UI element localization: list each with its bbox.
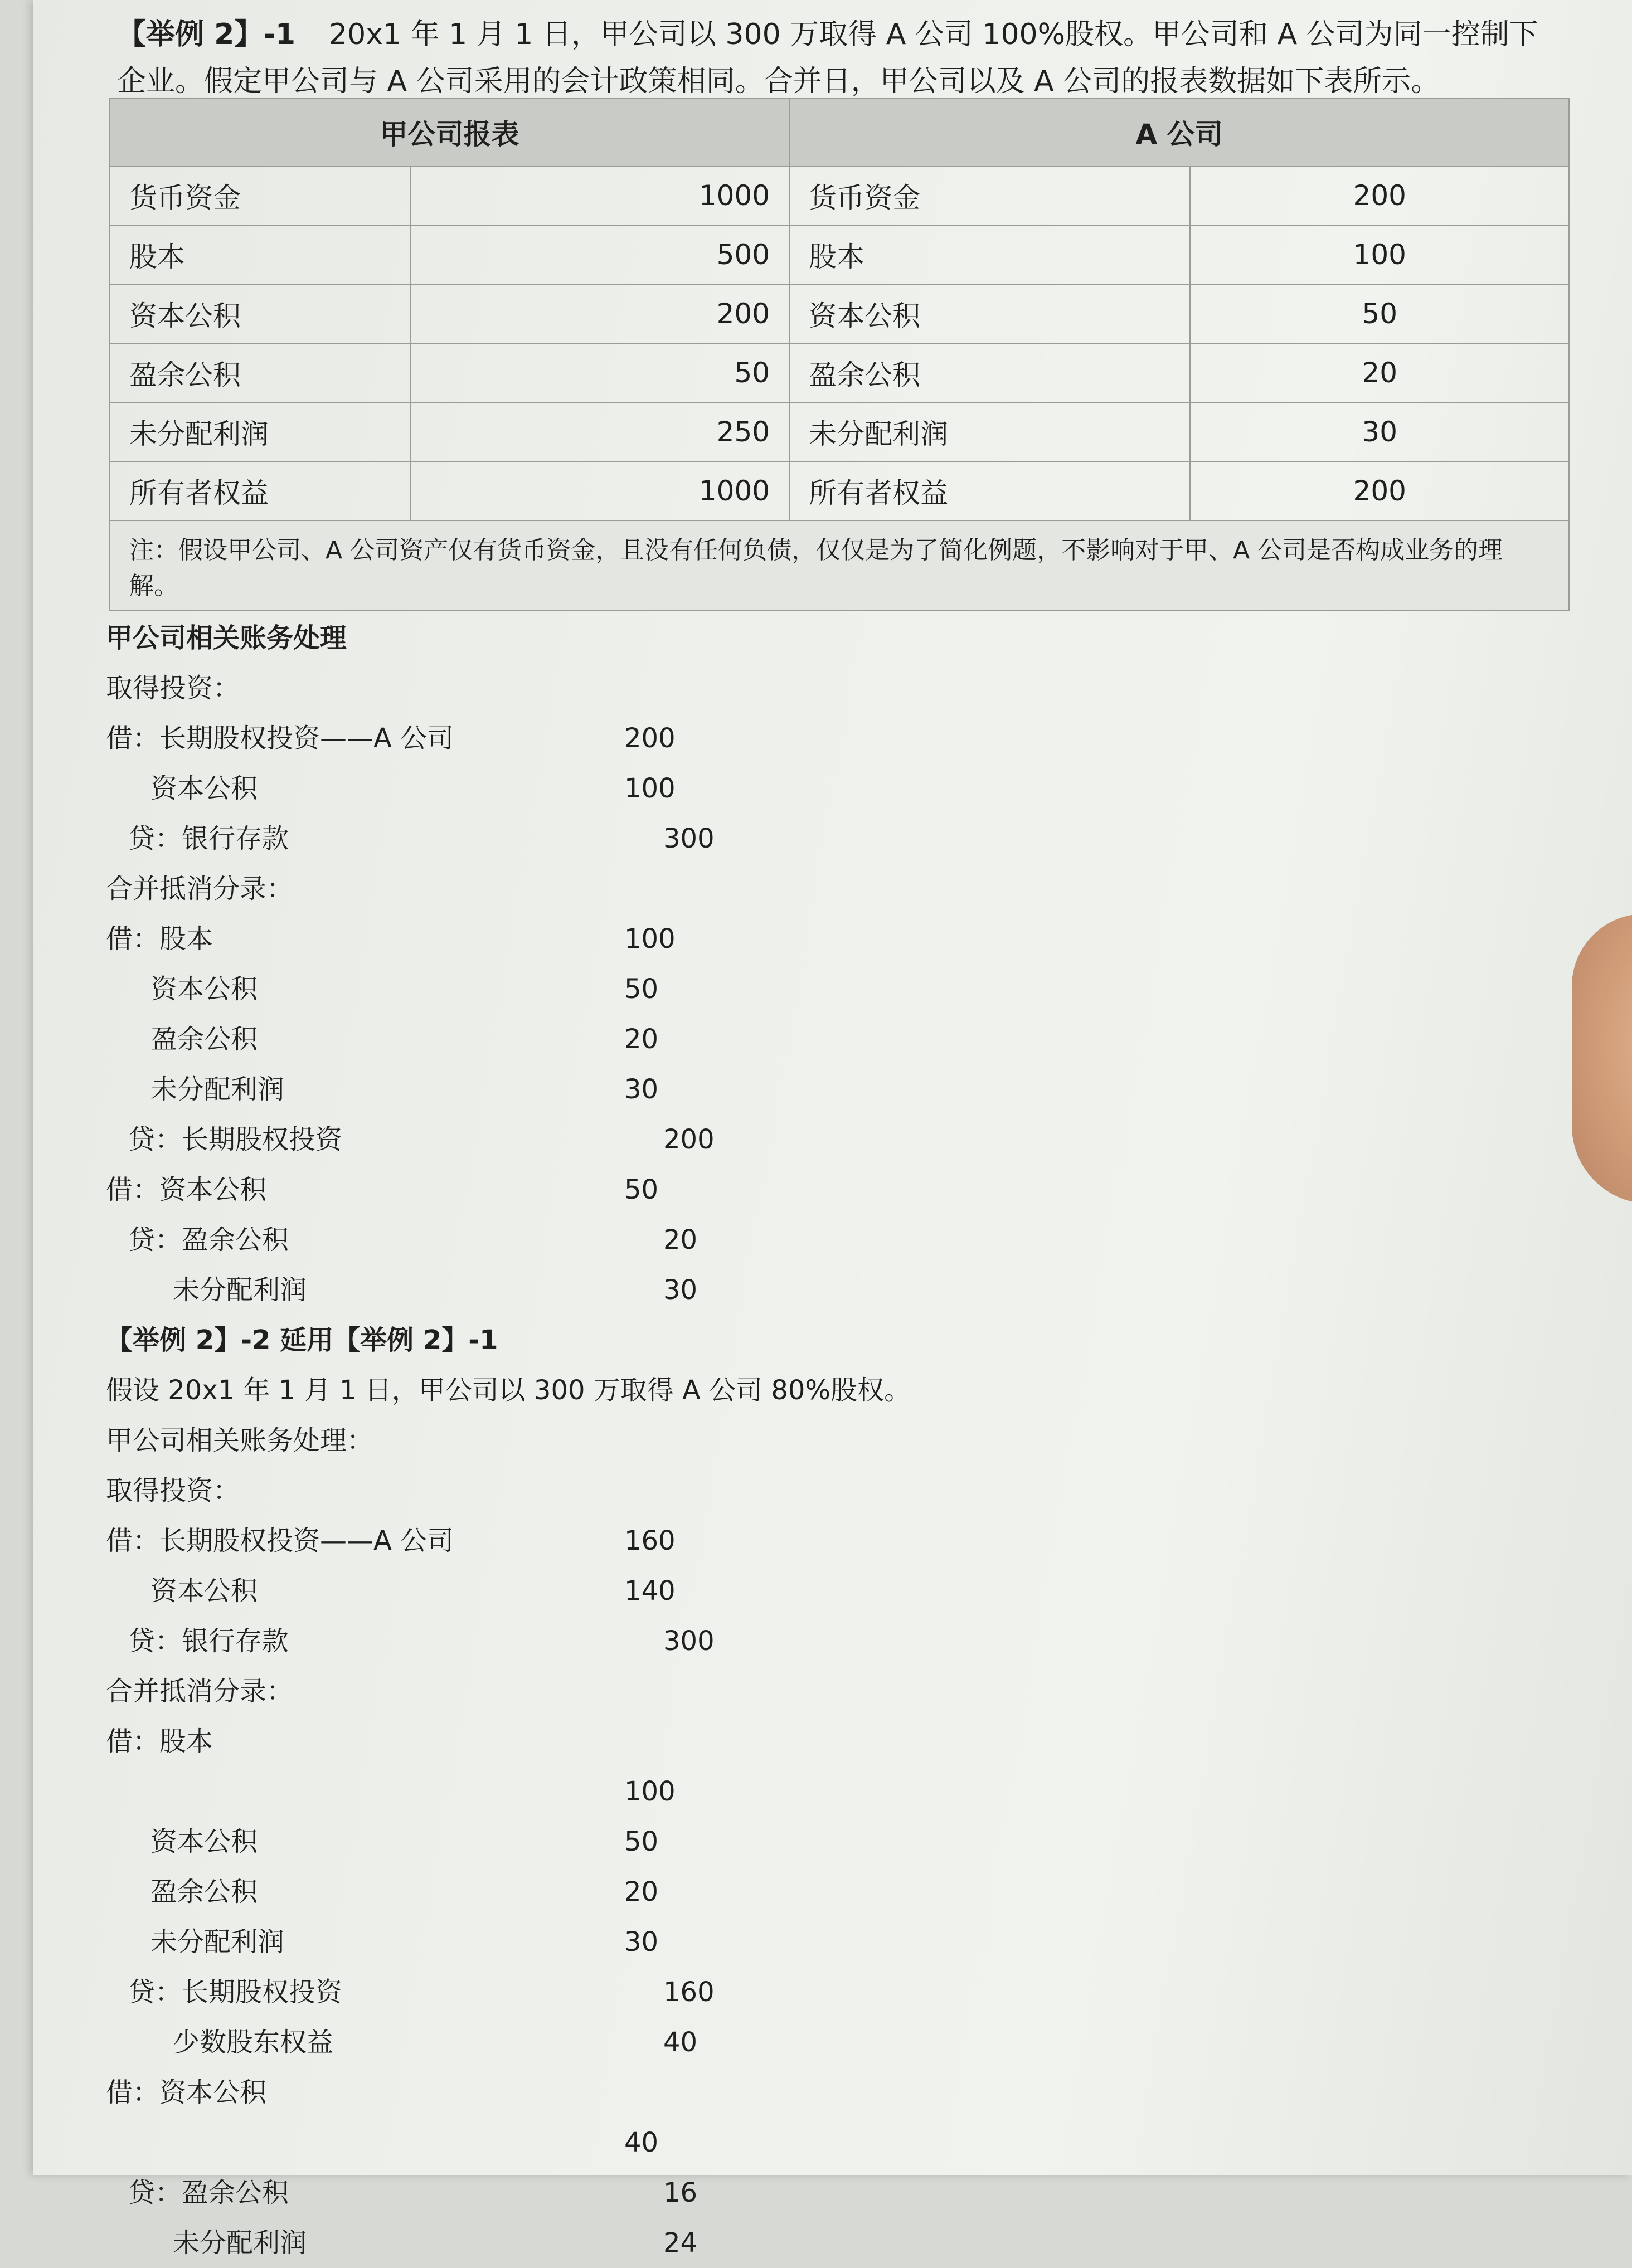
entry-line	[106, 1566, 886, 1616]
left-value: 1000	[411, 461, 790, 520]
entry-label: 少数股东权益	[173, 2027, 334, 2058]
entry-line	[106, 1415, 886, 1466]
right-value: 100	[1190, 225, 1569, 284]
entry-label: 资本公积	[150, 1575, 258, 1607]
left-label: 未分配利润	[110, 402, 411, 461]
entry-line	[106, 1466, 886, 1516]
entry-line	[106, 713, 886, 763]
table-header-left: 甲公司报表	[110, 98, 789, 166]
example-tag: 【举例 2】-1	[117, 18, 296, 51]
table-row	[110, 284, 1569, 343]
entry-line	[106, 1867, 886, 1917]
entry-line	[106, 1616, 886, 1666]
entry-label: 未分配利润	[150, 1926, 285, 1958]
entry-line	[106, 1165, 886, 1215]
entry-label: 盈余公积	[150, 1024, 258, 1055]
entry-label: 贷：长期股权投资	[128, 1977, 343, 2008]
left-value: 250	[411, 402, 790, 461]
entry-amount: 160	[624, 1525, 676, 1556]
entry-line	[106, 864, 886, 914]
balance-sheet-table	[109, 98, 1570, 611]
entry-label: 取得投资：	[106, 673, 240, 704]
entry-amount: 30	[624, 1926, 659, 1958]
entry-line	[106, 914, 886, 964]
entry-amount: 30	[624, 1074, 659, 1105]
table-row	[110, 343, 1569, 402]
right-value: 20	[1190, 343, 1569, 402]
entry-label: 贷：长期股权投资	[128, 1124, 343, 1155]
table-note: 注：假设甲公司、A 公司资产仅有货币资金，且没有任何负债，仅仅是为了简化例题，不影响对于甲、A 公司是否构成业务的理解。	[110, 520, 1569, 611]
left-value: 500	[411, 225, 790, 284]
entry-amount: 40	[624, 2127, 659, 2158]
entry-label: 资本公积	[150, 773, 258, 804]
entry-label: 借：股本	[106, 1726, 213, 1757]
entry-line	[106, 1114, 886, 1165]
right-label: 货币资金	[789, 166, 1190, 225]
entry-label: 贷：盈余公积	[128, 2177, 289, 2208]
entry-line	[106, 1917, 886, 1967]
left-label: 货币资金	[110, 166, 411, 225]
entry-amount: 100	[624, 1776, 676, 1807]
entry-line	[106, 1064, 886, 1114]
entry-amount: 200	[663, 1124, 715, 1155]
entry-amount: 30	[663, 1274, 698, 1306]
right-label: 资本公积	[789, 284, 1190, 343]
entry-amount: 140	[624, 1575, 676, 1607]
table-row	[110, 166, 1569, 225]
journal-entries	[106, 613, 911, 2268]
entry-label: 贷：银行存款	[128, 1625, 289, 1657]
right-label: 未分配利润	[789, 402, 1190, 461]
finger-thumb	[1572, 914, 1632, 1204]
right-value: 30	[1190, 402, 1569, 461]
entry-label: 资本公积	[150, 974, 258, 1005]
entry-label: 借：资本公积	[106, 1174, 267, 1205]
table-row	[110, 461, 1569, 520]
entry-amount: 50	[624, 1174, 659, 1205]
entry-line	[106, 814, 886, 864]
entry-label: 【举例 2】-2 延用【举例 2】-1	[106, 1325, 498, 1356]
entry-amount: 160	[663, 1977, 715, 2008]
entry-line	[106, 2067, 886, 2118]
entry-line	[106, 1766, 886, 1817]
entry-amount: 300	[663, 823, 715, 854]
entry-label: 贷：盈余公积	[128, 1224, 289, 1255]
entry-amount: 24	[663, 2227, 698, 2259]
entry-line	[106, 1315, 886, 1365]
entry-line	[106, 1666, 886, 1716]
example-text: 20x1 年 1 月 1 日，甲公司以 300 万取得 A 公司 100%股权。甲公司和 A 公司为同一控制下企业。假定甲公司与 A 公司采用的会计政策相同。合并日，甲公司以及 A 公司的报表数据如下表所示。	[117, 18, 1538, 98]
entry-label: 取得投资：	[106, 1475, 240, 1506]
document-page	[33, 0, 1632, 2259]
entry-label: 甲公司相关账务处理	[106, 622, 347, 654]
entry-line	[106, 1516, 886, 1566]
entry-label: 借：长期股权投资——A 公司	[106, 1525, 454, 1556]
entry-line	[106, 1014, 886, 1064]
entry-label: 未分配利润	[173, 2227, 307, 2259]
entry-label: 合并抵消分录：	[106, 1676, 294, 1707]
left-value: 1000	[411, 166, 790, 225]
entry-line	[106, 663, 886, 713]
entry-line	[106, 2017, 886, 2067]
entry-line	[106, 613, 886, 663]
right-value: 50	[1190, 284, 1569, 343]
left-label: 盈余公积	[110, 343, 411, 402]
entry-line	[106, 1716, 886, 1766]
entry-line	[106, 2118, 886, 2168]
entry-label: 未分配利润	[150, 1074, 285, 1105]
entry-line	[106, 1265, 886, 1315]
entry-amount: 50	[624, 974, 659, 1005]
entry-amount: 200	[624, 723, 676, 754]
table-row	[110, 225, 1569, 284]
left-label: 所有者权益	[110, 461, 411, 520]
entry-label: 资本公积	[150, 1826, 258, 1857]
entry-line	[106, 2218, 886, 2268]
right-label: 股本	[789, 225, 1190, 284]
entry-label: 借：股本	[106, 923, 213, 955]
right-value: 200	[1190, 461, 1569, 520]
table-row	[110, 402, 1569, 461]
entry-amount: 20	[624, 1024, 659, 1055]
entry-line	[106, 1967, 886, 2017]
right-label: 盈余公积	[789, 343, 1190, 402]
entry-label: 贷：银行存款	[128, 823, 289, 854]
left-value: 200	[411, 284, 790, 343]
entry-label: 借：长期股权投资——A 公司	[106, 723, 454, 754]
entry-label: 假设 20x1 年 1 月 1 日，甲公司以 300 万取得 A 公司 80%股权。	[106, 1375, 911, 1406]
entry-amount: 100	[624, 923, 676, 955]
entry-line	[106, 763, 886, 814]
left-label: 资本公积	[110, 284, 411, 343]
entry-amount: 16	[663, 2177, 698, 2208]
entry-label: 盈余公积	[150, 1876, 258, 1907]
entry-amount: 50	[624, 1826, 659, 1857]
right-value: 200	[1190, 166, 1569, 225]
entry-line	[106, 1817, 886, 1867]
entry-label: 甲公司相关账务处理：	[106, 1425, 374, 1456]
left-value: 50	[411, 343, 790, 402]
example-intro	[117, 11, 1566, 105]
entry-amount: 20	[663, 1224, 698, 1255]
entry-label: 合并抵消分录：	[106, 873, 294, 904]
table-header-right: A 公司	[789, 98, 1569, 166]
entry-amount: 100	[624, 773, 676, 804]
entry-line	[106, 964, 886, 1014]
entry-amount: 300	[663, 1625, 715, 1657]
entry-amount: 20	[624, 1876, 659, 1907]
entry-line	[106, 1365, 911, 1415]
right-label: 所有者权益	[789, 461, 1190, 520]
entry-amount: 40	[663, 2027, 698, 2058]
entry-label: 借：资本公积	[106, 2077, 267, 2108]
entry-label: 未分配利润	[173, 1274, 307, 1306]
left-label: 股本	[110, 225, 411, 284]
entry-line	[106, 1215, 886, 1265]
